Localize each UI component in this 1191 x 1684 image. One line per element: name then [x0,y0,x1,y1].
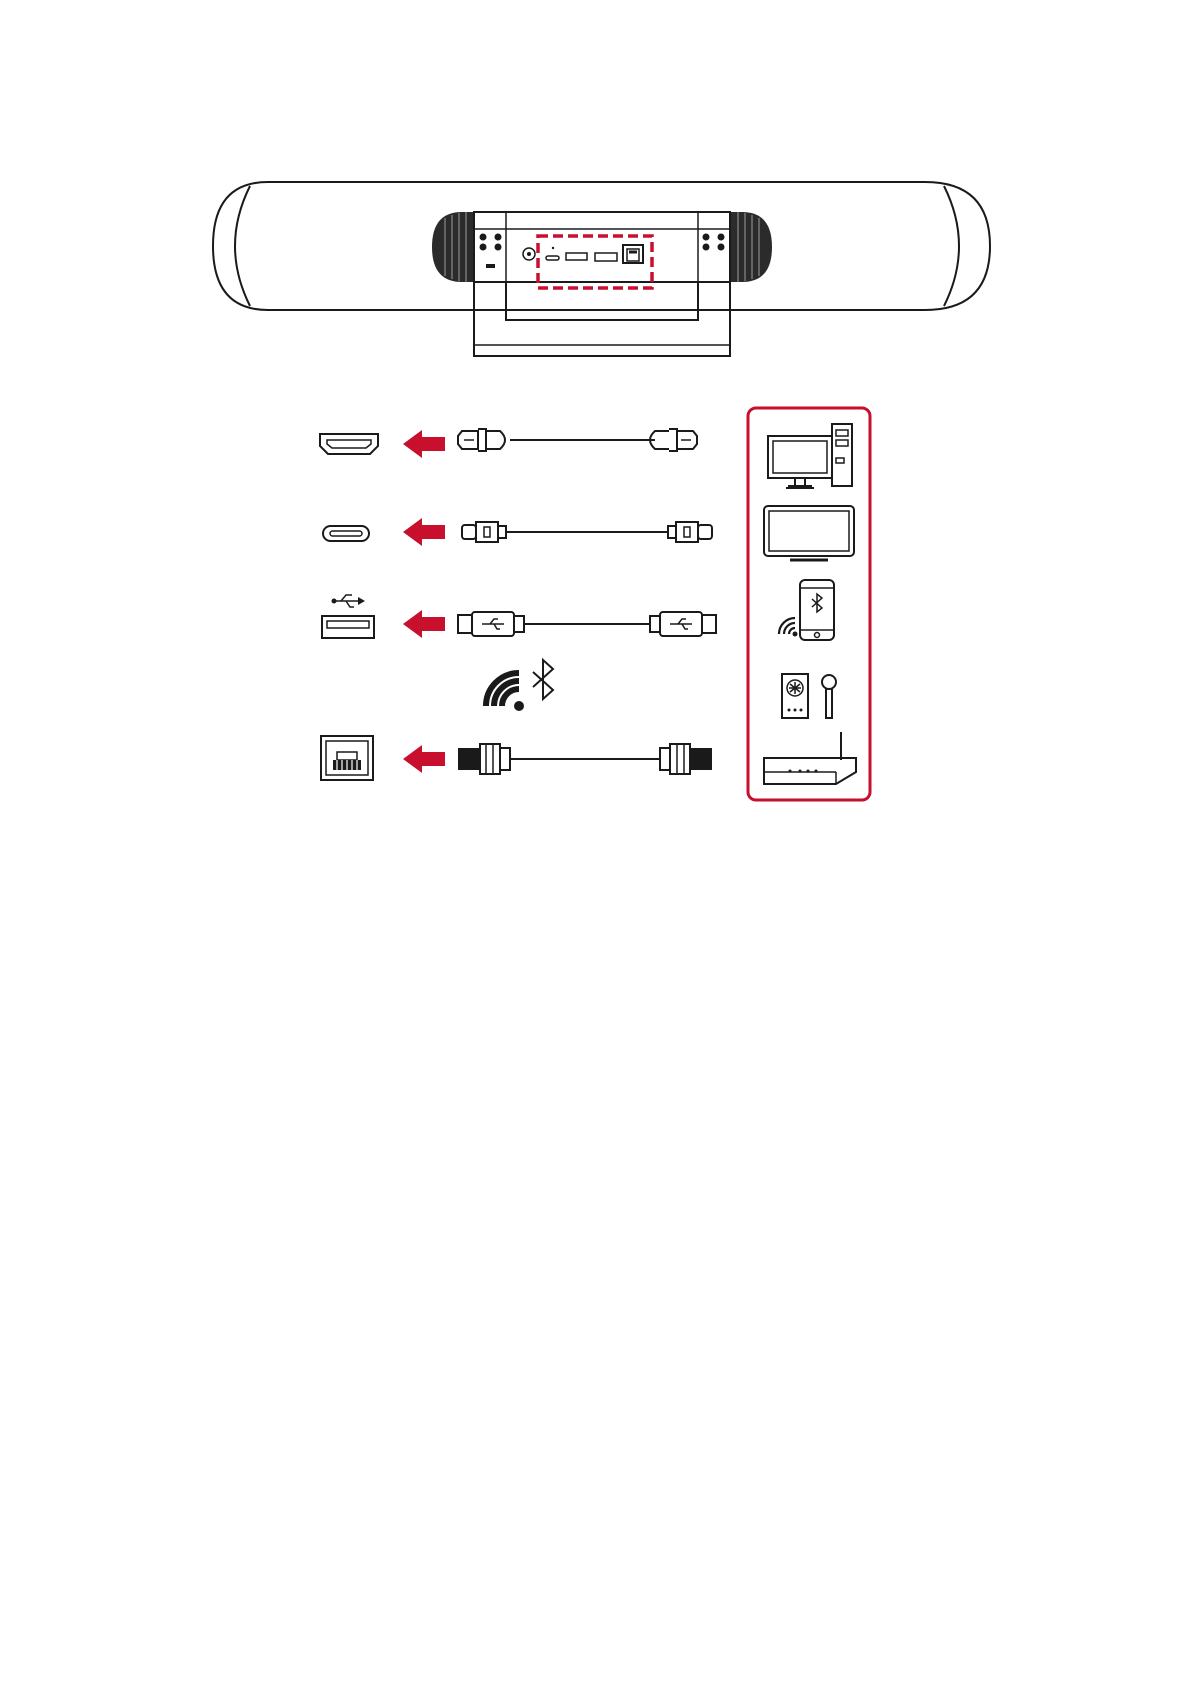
usb-c-port-icon [323,526,369,541]
usb-c-cable-icon [462,522,712,542]
hdmi-port-icon [320,434,378,454]
arrow-left-icon [403,518,445,546]
usb-a-cable-icon [458,612,716,636]
arrow-left-icon [403,745,445,773]
arrow-left-icon [403,610,445,638]
hdmi-cable-icon [458,429,697,451]
connection-row-hdmi [320,429,697,458]
wifi-bluetooth-icon [486,660,553,711]
connection-row-ethernet [321,736,712,780]
rj45-port-icon [321,736,373,780]
connection-row-usb-c [323,518,712,546]
ethernet-cable-icon [458,744,712,774]
wireless-router-icon [764,732,856,784]
tv-display-icon [764,506,854,560]
connection-row-usb-a [322,595,716,638]
right-speaker-grille [730,212,772,282]
usb-a-port-icon [322,595,374,638]
speaker-microphone-icon [782,674,836,718]
smartphone-bluetooth-icon [779,580,834,640]
left-speaker-grille [432,212,474,282]
arrow-left-icon [403,430,445,458]
desktop-computer-icon [768,424,852,488]
soundbar-device [213,182,990,356]
